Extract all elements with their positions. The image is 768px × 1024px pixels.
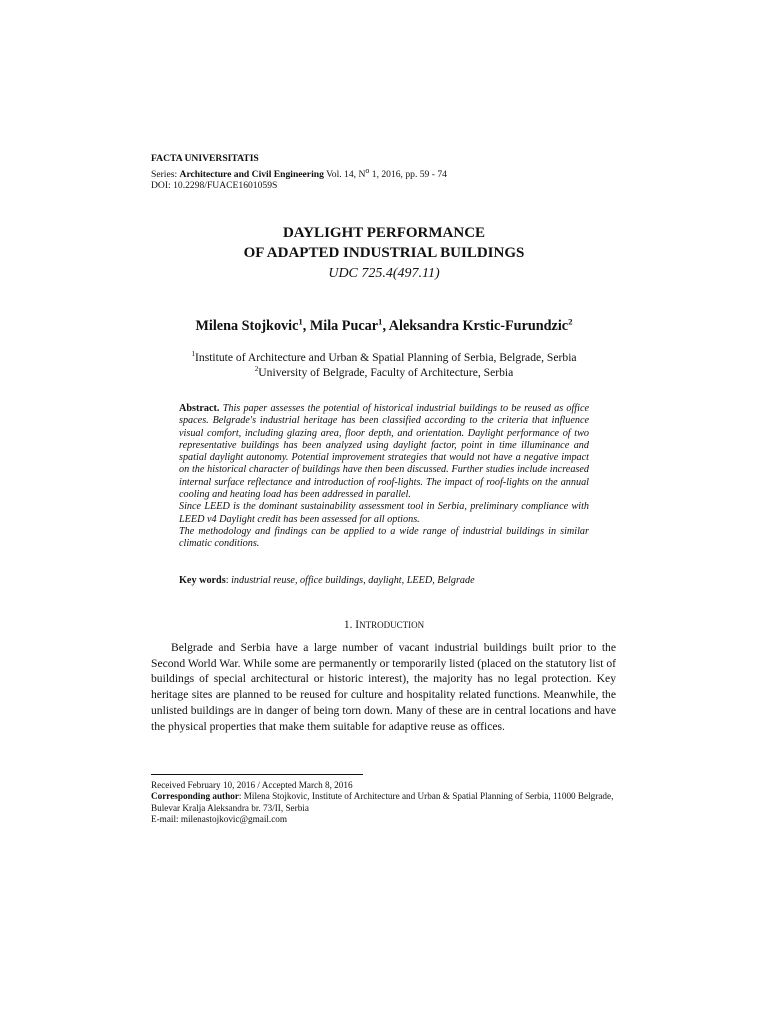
footnote-rule: [151, 774, 363, 775]
abstract-text: This paper assesses the potential of historical industrial buildings to be reused as office spaces. Belgrade's industrial heritage has been classified according to the criteria that influence visual comfort, including glazing area, floor depth, and orientation. Daylight performance of two representative buildings has been analyzed using daylight factor, point in time illuminance and spatial daylight autonomy. Potential improvement strategies that would not have a negative impact on the historical character of buildings have then been discussed. Further studies include increased internal surface reflectance and introduction of roof-lights. The impact of roof-lights on the annual cooling and heating load has been addressed in parallel.: [179, 403, 589, 501]
received-dates: Received February 10, 2016 / Accepted March 8, 2016: [151, 780, 353, 790]
author-name: Mila Pucar: [309, 318, 379, 334]
issue-sup: o: [365, 165, 370, 175]
issue-pages: 1, 2016, pp. 59 - 74: [369, 168, 447, 180]
author-affil-sup: 1: [298, 316, 303, 327]
corr-label: Corresponding author: [151, 791, 239, 802]
udc-code: UDC 725.4(497.11): [328, 266, 440, 281]
affiliation: [0, 365, 768, 380]
affiliations: [0, 350, 768, 380]
author-name: Milena Stojkovic: [195, 318, 299, 334]
journal-name: FACTA UNIVERSITATIS: [151, 153, 259, 164]
section-initial: I: [355, 619, 360, 631]
volume-text: Vol. 14, N: [323, 168, 366, 180]
series-name: Architecture and Civil Engineering: [179, 168, 324, 180]
abstract-sep: .: [216, 403, 223, 414]
email: E-mail: milenastojkovic@gmail.com: [151, 814, 288, 825]
section-number: 1.: [343, 619, 356, 631]
title-line-1: DAYLIGHT PERFORMANCE: [282, 225, 486, 241]
series-prefix: Series:: [151, 168, 180, 180]
corr-text: : Milena Stojkovic, Institute of Architecture and Urban & Spatial Planning of Serbia, 11000 Belgrade, Bulevar Kralja Aleksandra br. 73/II, Serbia: [151, 791, 614, 813]
author-affil-sup: 1: [378, 316, 383, 327]
affil-text: Institute of Architecture and Urban & Spatial Planning of Serbia, Belgrade, Serbia: [195, 351, 577, 364]
author-separator: ,: [382, 318, 389, 334]
keywords-label: Key words: [179, 575, 226, 586]
affil-sup: 2: [254, 365, 259, 374]
author-separator: ,: [302, 318, 310, 334]
affil-sup: 1: [191, 350, 196, 359]
section-title-rest: NTRODUCTION: [359, 620, 425, 630]
abstract-para: Since LEED is the dominant sustainability assessment tool in Serbia, preliminary compliance with LEED v4 Daylight credit has been assessed for all options.: [179, 501, 589, 525]
affil-text: University of Belgrade, Faculty of Architecture, Serbia: [258, 366, 514, 379]
keywords-sep: :: [225, 575, 232, 586]
journal-series: [151, 165, 447, 181]
doi: DOI: 10.2298/FUACE1601059S: [151, 180, 278, 192]
footnote: [151, 780, 616, 826]
abstract-para: [179, 403, 589, 501]
section-heading: [0, 619, 768, 631]
paper-title: [0, 223, 768, 263]
keywords-text: industrial reuse, office buildings, daylight, LEED, Belgrade: [231, 575, 475, 586]
abstract-label: Abstract: [179, 403, 217, 414]
journal-header: [151, 153, 447, 192]
abstract-para: The methodology and findings can be applied to a wide range of industrial buildings in similar climatic conditions.: [179, 525, 589, 550]
abstract: [179, 403, 589, 551]
affiliation: [0, 350, 768, 365]
author-affil-sup: 2: [568, 316, 573, 327]
intro-paragraph: Belgrade and Serbia have a large number of vacant industrial buildings built prior to the Second World War. While some are permanently or temporarily listed (placed on the statutory list of buildings of special architectural or historic interest), the majority has no legal protection. Key heritage sites are planned to be reused for culture and hospitality related functions. Meanwhile, the unlisted buildings are in danger of being torn down. Many of these are in central locations and have the physical properties that make them suitable for adaptive reuse as offices.: [151, 641, 616, 733]
keywords: [179, 575, 589, 586]
title-line-2: OF ADAPTED INDUSTRIAL BUILDINGS: [243, 245, 525, 261]
author-name: Aleksandra Krstic-Furundzic: [388, 318, 569, 334]
author-list: [0, 318, 768, 335]
corresponding-author: [151, 791, 616, 814]
